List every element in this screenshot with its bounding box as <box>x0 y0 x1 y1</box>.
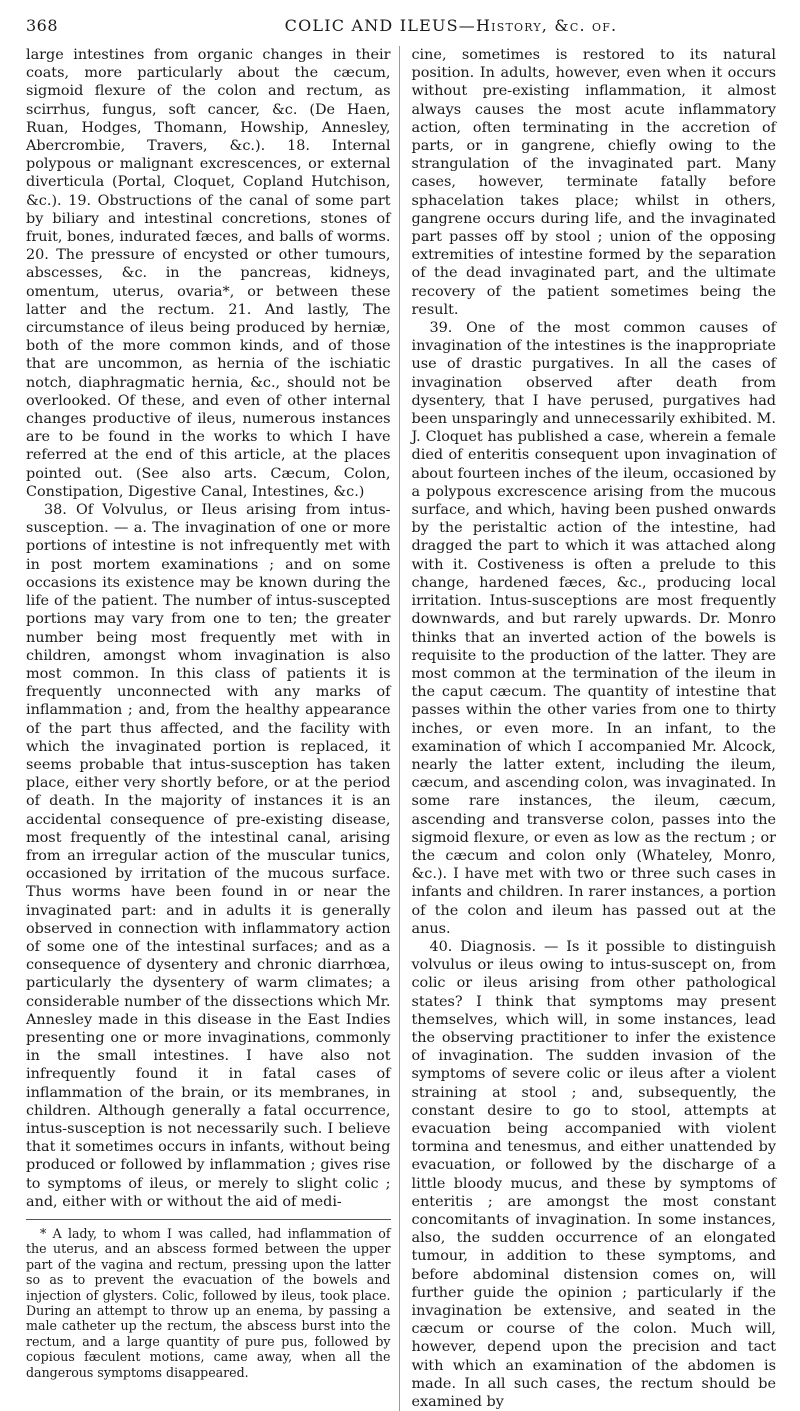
text-columns <box>26 46 776 1411</box>
left-column <box>26 46 400 1411</box>
running-title: COLIC AND ILEUS—History, &c. of. <box>284 16 618 35</box>
paragraph-volvulus: 38. Of Volvulus, or Ileus arising from intus-susception. — a. The invagination of one or more portions of intestine is not infrequently met with in post mortem examinations ; and on some occasions its existence may be known during the life of the patient. The number of intus-suscepted portions may vary from one to ten; the greater number being most frequently met with in children, amongst whom invagination is also most common. In this class of patients it is frequently unconnected with any marks of inflammation ; and, from the healthy appearance of the part thus affected, and the facility with which the invaginated portion is replaced, it seems probable that intus-susception has taken place, either very shortly before, or at the period of death. In the majority of instances it is an accidental consequence of pre-existing disease, most frequently of the intestinal canal, arising from an irregular action of the muscular tunics, occasioned by irritation of the mucous surface. Thus worms have been found in or near the invaginated part: and in adults it is generally observed in connection with inflammatory action of some one of the intestinal surfaces; and as a consequence of dysentery and chronic diarrhœa, particularly the dysentery of warm climates; a considerable number of the dissections which Mr. Annesley made in this disease in the East Indies presenting one or more invaginations, commonly in the small intestines. I have also not infrequently found it in fatal cases of inflammation of the brain, or its membranes, in children. Although generally a fatal occurrence, intus-susception is not necessarily such. I believe that it sometimes occurs in infants, without being produced or followed by inflammation ; gives rise to symptoms of ileus, or merely to slight colic ; and, either with or without the aid of medi- <box>26 502 391 1210</box>
footnote-rule <box>26 1219 391 1220</box>
paragraph-causes-continued: large intestines from organic changes in their coats, more particularly about the cæcum, sigmoid flexure of the colon and rectum, as scirrhus, fungus, soft cancer, &c. (De Haen, Ruan, Hodges, Thomann, Howship, Annesley, Abercrombie, Travers, &c.). 18. Internal polypous or malignant excrescences, or external diverticula (Portal, Cloquet, Copland Hutchison, &c.). 19. Obstructions of the canal of some part by biliary and intestinal concretions, stones of fruit, bones, indurated fæces, and balls of worms. 20. The pressure of encysted or other tumours, abscesses, &c. in the pancreas, kidneys, omentum, uterus, ovaria*, or between these latter and the rectum. 21. And lastly, The circumstance of ileus being produced by herniæ, both of the more common kinds, and of those that are uncommon, as hernia of the ischiatic notch, diaphragmatic hernia, &c., should not be overlooked. Of these, and even of other internal changes productive of ileus, numerous instances are to be found in the works to which I have referred at the end of this article, at the places pointed out. (See also arts. Cæcum, Colon, Constipation, Digestive Canal, Intestines, &c.) <box>26 47 391 500</box>
page-header <box>26 16 776 46</box>
right-column <box>412 46 777 1411</box>
footnote: * A lady, to whom I was called, had inflammation of the uterus, and an abscess formed between the upper part of the vagina and rectum, pressing upon the latter so as to prevent the evacuation of the bowels and injection of glysters. Colic, followed by ileus, took place. During an attempt to throw up an enema, by passing a male catheter up the rectum, the abscess burst into the rectum, and a large quantity of pure pus, followed by copious fæculent motions, came away, when all the dangerous symptoms disappeared. <box>26 1226 391 1380</box>
paragraph-diagnosis: 40. Diagnosis. — Is it possible to distinguish volvulus or ileus owing to intus-suscept on, from colic or ileus arising from other pathological states? I think that symptoms may present themselves, which will, in some instances, lead the observing practitioner to infer the existence of invagination. The sudden invasion of the symptoms of severe colic or ileus after a violent straining at stool ; and, subsequently, the constant desire to go to stool, attempts at evacuation being accompanied with violent tormina and tenesmus, and either unattended by evacuation, or followed by the discharge of a little bloody mucus, and these by symptoms of enteritis ; are amongst the most constant concomitants of invagination. In some instances, also, the sudden occurrence of an elongated tumour, in addition to these symptoms, and before abdominal distension comes on, will further guide the opinion ; particularly if the invagination be extensive, and seated in the cæcum or course of the colon. Much will, however, depend upon the precision and tact with which an examination of the abdomen is made. In all such cases, the rectum should be examined by <box>411 938 776 1411</box>
page-number: 368 <box>26 16 59 35</box>
paragraph-causes-of-invagination: 39. One of the most common causes of invagination of the intestines is the inappropriate use of drastic purgatives. In all the cases of invagination observed after death from dysentery, that I have perused, purgatives had been unsparingly and unnecessarily exhibited. M. J. Cloquet has published a case, wherein a female died of enteritis consequent upon invagination of about fourteen inches of the ileum, occasioned by a polypous excrescence arising from the mucous surface, and which, having been pushed onwards by the peristaltic action of the intestine, had dragged the part to which it was attached along with it. Costiveness is often a prelude to this change, hardened fæces, &c., producing local irritation. Intus-susceptions are most frequently downwards, and but rarely upwards. Dr. Monro thinks that an inverted action of the bowels is requisite to the production of the latter. They are most common at the termination of the ileum in the caput cæcum. The quantity of intestine that passes within the other varies from one to thirty inches, or even more. In an infant, to the examination of which I accompanied Mr. Alcock, nearly the latter extent, including the ileum, cæcum, and ascending colon, was invaginated. In some rare instances, the ileum, cæcum, ascending and transverse colon, passes into the sigmoid flexure, or even as low as the rectum ; or the cæcum and colon only (Whateley, Monro, &c.). I have met with two or three such cases in infants and children. In rarer instances, a portion of the colon and ileum has passed out at the anus. <box>411 320 776 937</box>
paragraph-volvulus-continued: cine, sometimes is restored to its natural position. In adults, however, even when it occurs without pre-existing inflammation, it almost always causes the most acute inflammatory action, often terminating in the accretion of parts, or in gangrene, chiefly owing to the strangulation of the invaginated part. Many cases, however, terminate fatally before sphacelation takes place; whilst in others, gangrene occurs during life, and the invaginated part passes off by stool ; union of the opposing extremities of intestine formed by the separation of the dead invaginated part, and the ultimate recovery of the patient sometimes being the result. <box>411 47 776 318</box>
